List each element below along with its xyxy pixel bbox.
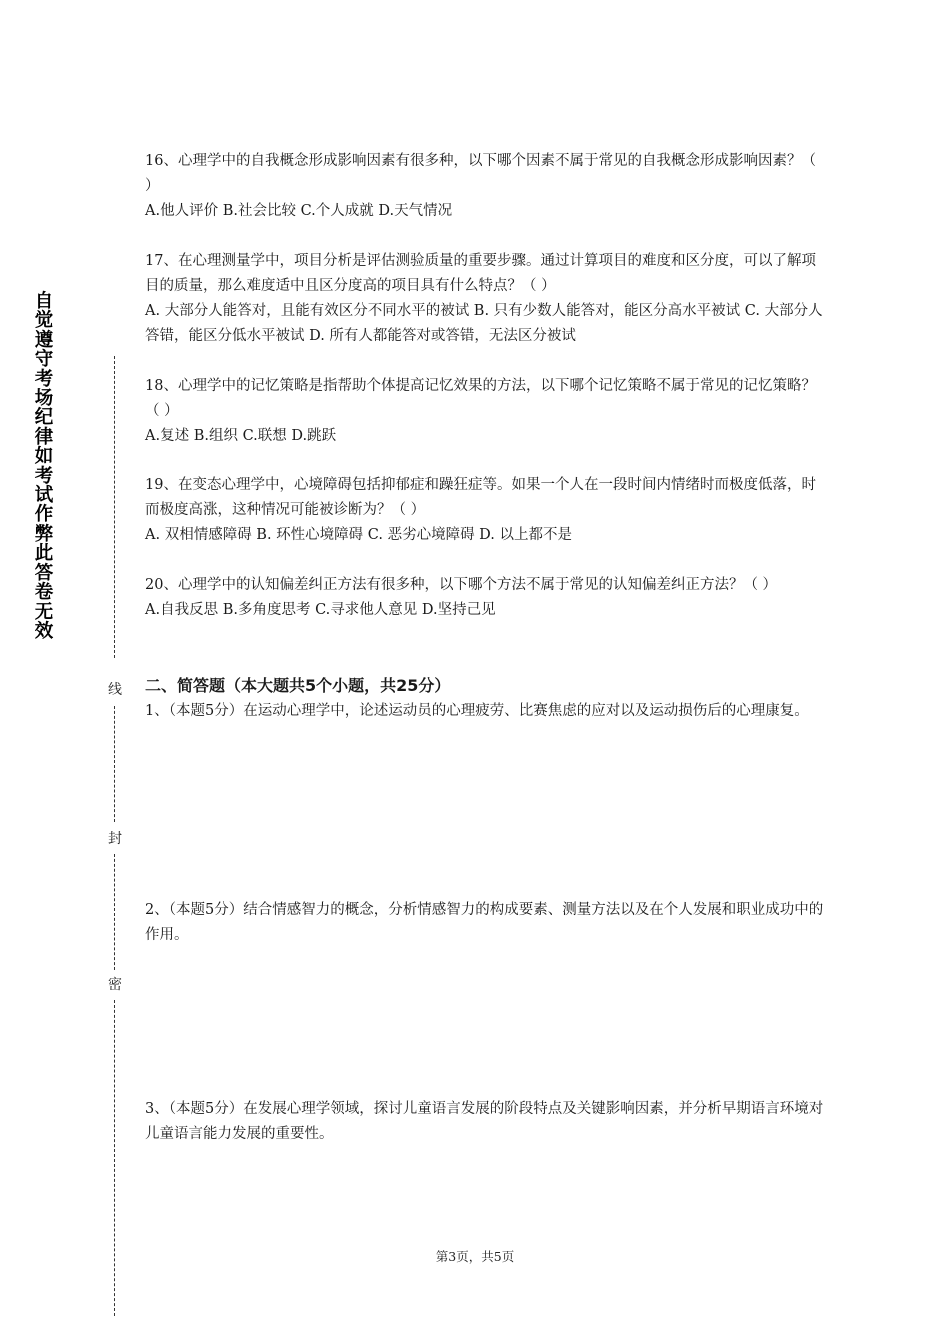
question-stem: 17、在心理测量学中，项目分析是评估测验质量的重要步骤。通过计算项目的难度和区分度，可以了解项目的质量，那么难度适中且区分度高的项目具有什么特点？（ ） — [145, 253, 816, 294]
question-19 — [145, 473, 825, 548]
question-stem: 18、心理学中的记忆策略是指帮助个体提高记忆效果的方法，以下哪个记忆策略不属于常见的记忆策略？（ ） — [145, 378, 816, 419]
section-title: 二、简答题（本大题共5个小题，共25分） — [145, 676, 451, 695]
question-options: A.复述 B.组织 C.联想 D.跳跃 — [145, 428, 337, 444]
short-answer-text: 3、（本题5分）在发展心理学领域，探讨儿童语言发展的阶段特点及关键影响因素，并分析早期语言环境对儿童语言能力发展的重要性。 — [145, 1101, 824, 1142]
question-stem: 19、在变态心理学中，心境障碍包括抑郁症和躁狂症等。如果一个人在一段时间内情绪时而极度低落，时而极度高涨，这种情况可能被诊断为？（ ） — [145, 477, 816, 518]
short-answer-text: 2、（本题5分）结合情感智力的概念，分析情感智力的构成要素、测量方法以及在个人发展和职业成功中的作用。 — [145, 902, 824, 943]
question-18 — [145, 374, 825, 449]
page-footer: 第3页，共5页 — [435, 1249, 515, 1264]
question-17 — [145, 249, 825, 349]
question-stem: 20、心理学中的认知偏差纠正方法有很多种，以下哪个方法不属于常见的认知偏差纠正方法？（ ） — [145, 577, 778, 593]
short-answer-text: 1、（本题5分）在运动心理学中，论述运动员的心理疲劳、比赛焦虑的应对以及运动损伤后的心理康复。 — [145, 703, 809, 719]
seal-line-segment — [114, 356, 115, 658]
seal-char-xian: 线 — [108, 682, 122, 698]
seal-line-segment — [114, 1000, 115, 1316]
question-options: A.他人评价 B.社会比较 C.个人成就 D.天气情况 — [145, 203, 453, 219]
seal-char-feng: 封 — [108, 831, 122, 847]
question-16 — [145, 149, 825, 224]
seal-char-mi: 密 — [108, 977, 122, 993]
short-answer-3 — [145, 1097, 825, 1147]
question-options: A.自我反思 B.多角度思考 C.寻求他人意见 D.坚持己见 — [145, 602, 496, 618]
question-options: A. 大部分人能答对，且能有效区分不同水平的被试 B. 只有少数人能答对，能区分高水平被试 C. 大部分人答错，能区分低水平被试 D. 所有人都能答对或答错，无法区分被试 — [145, 303, 823, 344]
question-options: A. 双相情感障碍 B. 环性心境障碍 C. 恶劣心境障碍 D. 以上都不是 — [145, 527, 573, 543]
short-answer-1 — [145, 699, 825, 724]
seal-line-segment — [114, 706, 115, 822]
exam-discipline-warning: 自觉遵守考场纪律如考试作弊此答卷无效 — [34, 291, 54, 642]
question-stem: 16、心理学中的自我概念形成影响因素有很多种，以下哪个因素不属于常见的自我概念形成影响因素？（ ） — [145, 153, 816, 194]
seal-line-segment — [114, 854, 115, 970]
short-answer-2 — [145, 898, 825, 948]
question-20 — [145, 573, 825, 623]
